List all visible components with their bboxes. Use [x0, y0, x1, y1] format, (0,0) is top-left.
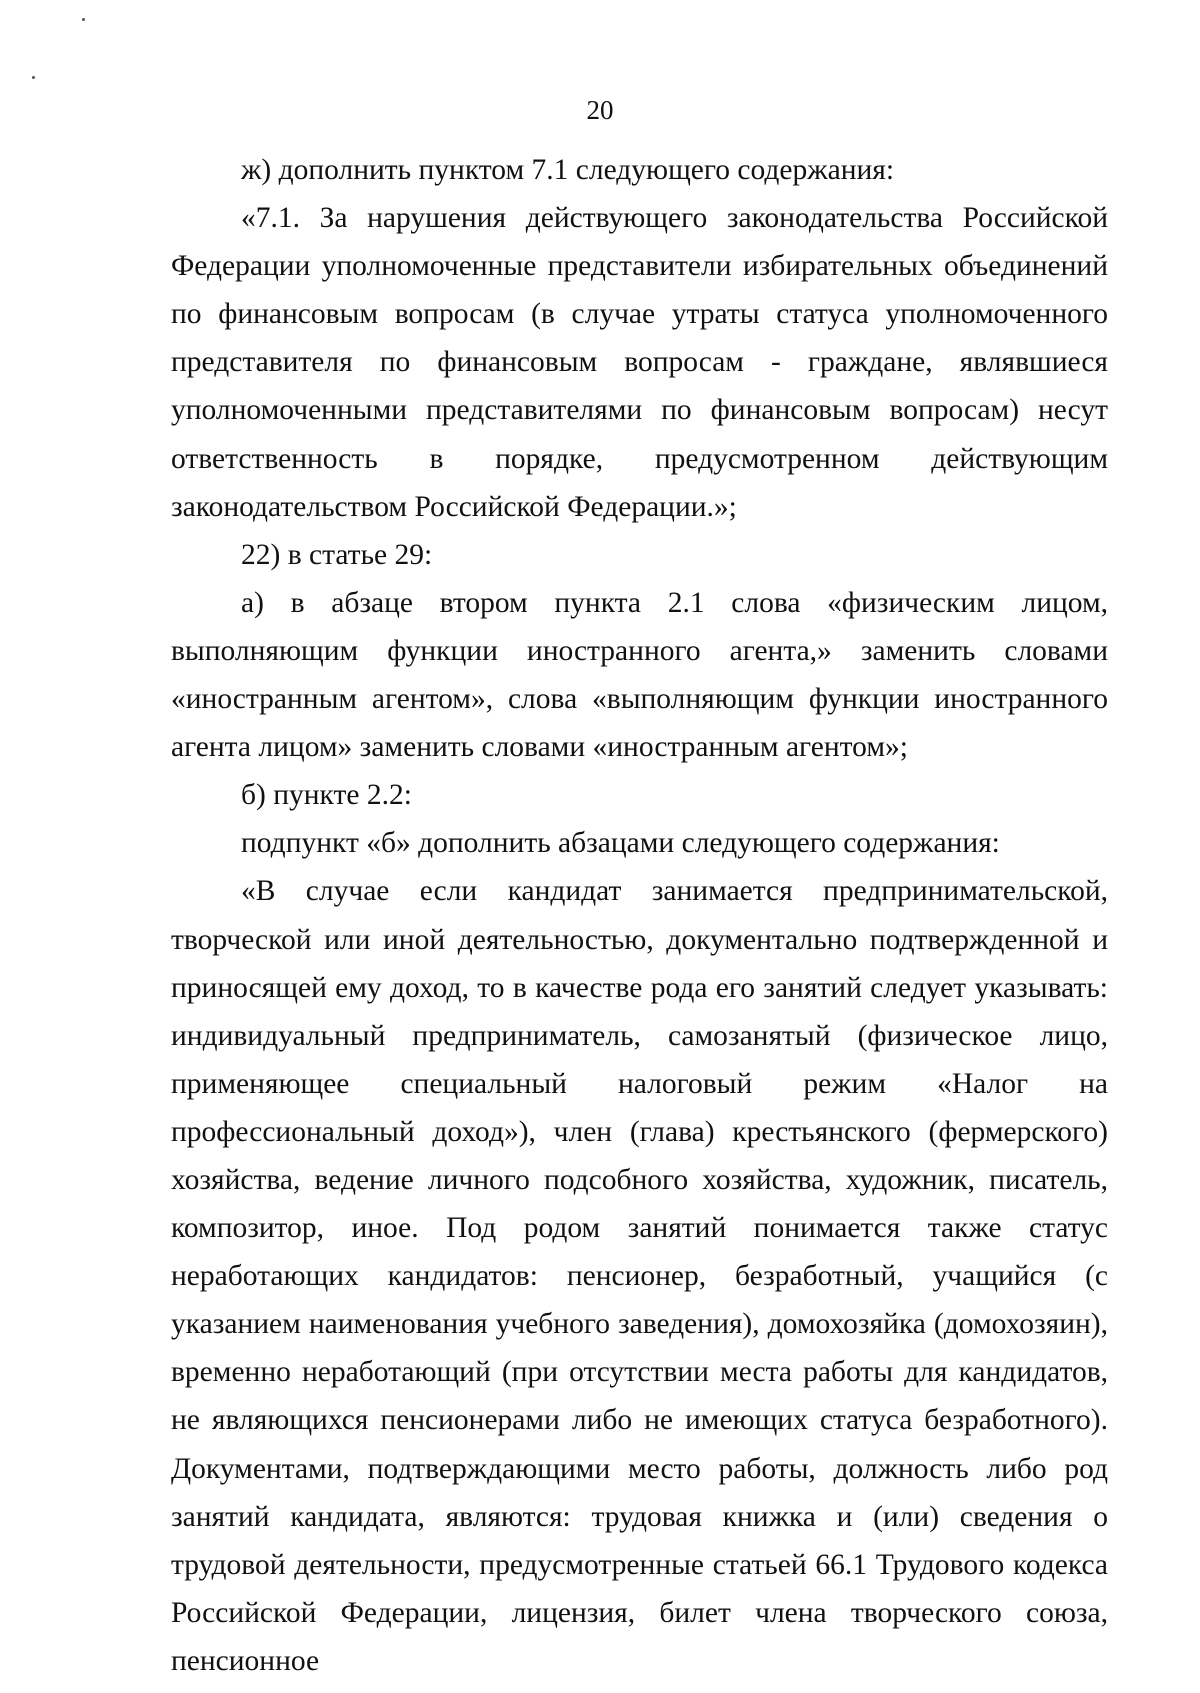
- scan-speck: [82, 18, 85, 21]
- paragraph-item-zh: ж) дополнить пунктом 7.1 следующего содержания:: [241, 154, 895, 186]
- document-body: [171, 146, 1108, 1685]
- paragraph-quote-7-1: «7.1. За нарушения действующего законодательства Российской Федерации уполномоченные представители избирательных объединений по финансовым вопросам (в случае утраты статуса уполномоченного представителя по финансовым вопросам - граждане, являвшиеся уполномоченными представителями по финансовым вопросам) несут ответственность в порядке, предусмотренном действующим законодательством Российской Федерации.»;: [171, 202, 1108, 523]
- paragraph-item-a: а) в абзаце втором пункта 2.1 слова «физическим лицом, выполняющим функции иностранного агента,» заменить словами «иностранным агентом», слова «выполняющим функции иностранного агента лицом» заменить словами «иностранным агентом»;: [171, 586, 1108, 764]
- paragraph-item-b: б) пункте 2.2:: [241, 779, 412, 812]
- page-number: 20: [586, 95, 614, 125]
- paragraph-quote-occupation: «В случае если кандидат занимается предпринимательской, творческой или иной деятельностью, документально подтвержденной и приносящей ему доход, то в качестве рода его занятий следует указывать: индивидуальный предприниматель, самозанятый (физическое лицо, применяющее специальный налоговый режим «Налог на профессиональный доход»), член (глава) крестьянского (фермерского) хозяйства, ведение личного подсобного хозяйства, художник, писатель, композитор, иное. Под родом занятий понимается также статус неработающих кандидатов: пенсионер, безработный, учащийся (с указанием наименования учебного заведения), домохозяйка (домохозяин), временно неработающий (при отсутствии места работы для кандидатов, не являющихся пенсионерами либо не имеющих статуса безработного). Документами, подтверждающими место работы, должность либо род занятий кандидата, являются: трудовая книжка и (или) сведения о трудовой деятельности, предусмотренные статьей 66.1 Трудового кодекса Российской Федерации, лицензия, билет члена творческого союза, пенсионное: [171, 875, 1108, 1677]
- paragraph-subitem-b: подпункт «б» дополнить абзацами следующего содержания:: [241, 827, 1000, 860]
- paragraph-item-22: 22) в статье 29:: [241, 538, 433, 571]
- scan-speck: [32, 76, 35, 79]
